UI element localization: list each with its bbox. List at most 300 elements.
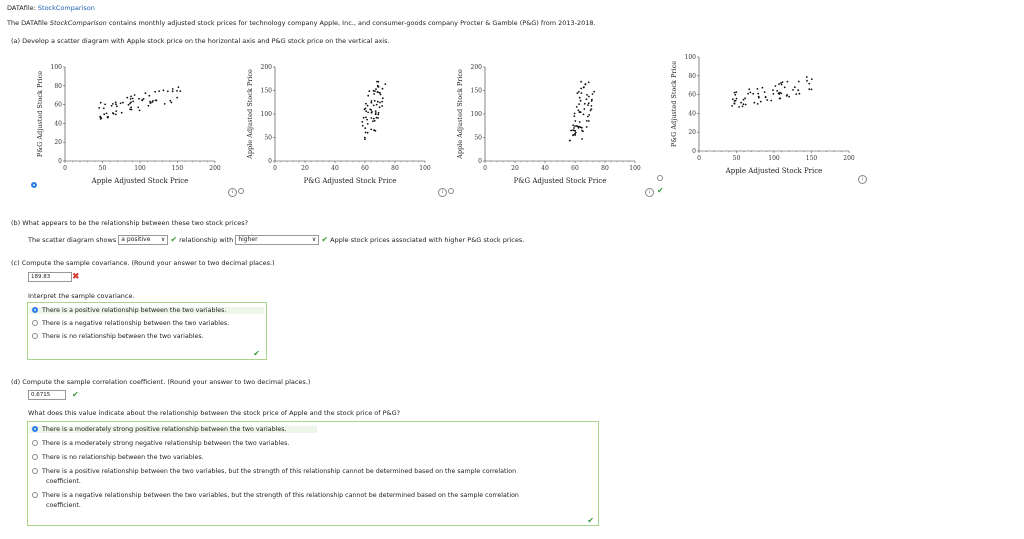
scatter-point bbox=[372, 120, 374, 122]
y-tick-label: 0 bbox=[478, 158, 482, 165]
scatter-point bbox=[573, 115, 575, 117]
scatter-point bbox=[382, 88, 384, 90]
scatter-point bbox=[757, 103, 759, 105]
datafile-prefix: DATAfile: bbox=[7, 4, 38, 12]
x-axis-label: Apple Adjusted Stock Price bbox=[91, 177, 189, 185]
scatter-chart-4 bbox=[664, 45, 869, 185]
info-icon[interactable]: i bbox=[438, 188, 447, 197]
check-icon: ✔ bbox=[657, 186, 664, 195]
scatter-point bbox=[776, 90, 778, 92]
option-label: There is a positive relationship between the two variables. bbox=[42, 307, 227, 314]
part-d-question: (d) Compute the sample correlation coefficient. (Round your answer to two decimal places.) bbox=[11, 378, 311, 386]
scatter-point bbox=[130, 107, 132, 109]
scatter-point bbox=[107, 116, 109, 118]
scatter-point bbox=[375, 113, 377, 115]
scatter-point bbox=[131, 109, 133, 111]
scatter-point bbox=[373, 129, 375, 131]
intro-file: StockComparison bbox=[49, 19, 107, 27]
scatter-point bbox=[130, 98, 132, 100]
scatter-point bbox=[376, 104, 378, 106]
scatter-point bbox=[811, 78, 813, 80]
scatter-point bbox=[380, 94, 382, 96]
scatter-point bbox=[115, 101, 117, 103]
y-tick-label: 50 bbox=[474, 134, 482, 142]
x-tick-label: 20 bbox=[511, 165, 519, 172]
chart-4-radio[interactable] bbox=[657, 175, 663, 181]
scatter-point bbox=[588, 120, 590, 122]
scatter-point bbox=[806, 76, 808, 78]
scatter-point bbox=[806, 80, 808, 82]
radio[interactable] bbox=[32, 454, 38, 460]
info-icon[interactable]: i bbox=[228, 188, 237, 197]
scatter-point bbox=[374, 120, 376, 122]
check-icon: ✔ bbox=[170, 235, 178, 244]
scatter-point bbox=[374, 100, 376, 102]
scatter-point bbox=[591, 100, 593, 102]
scatter-point bbox=[368, 90, 370, 92]
scatter-point bbox=[376, 117, 378, 119]
scatter-point bbox=[367, 105, 369, 107]
scatter-point bbox=[169, 100, 171, 102]
scatter-point bbox=[384, 83, 386, 85]
x-tick-label: 40 bbox=[541, 165, 549, 172]
radio-selected[interactable] bbox=[32, 426, 38, 432]
scatter-point bbox=[115, 114, 117, 116]
scatter-point bbox=[100, 102, 102, 104]
scatter-point bbox=[134, 94, 136, 96]
correlation-option-4-cont: coefficient. bbox=[46, 478, 81, 485]
scatter-point bbox=[378, 112, 380, 114]
scatter-point bbox=[171, 102, 173, 104]
option-label: There is a negative relationship between the two variables, but the strength of this relationship cannot be determined based on the sample correlation bbox=[42, 492, 519, 499]
scatter-point bbox=[588, 96, 590, 98]
scatter-point bbox=[115, 103, 117, 105]
scatter-point bbox=[365, 117, 367, 119]
part-b-answer-line bbox=[28, 235, 524, 245]
scatter-point bbox=[178, 86, 180, 88]
scatter-point bbox=[579, 97, 581, 99]
scatter-point bbox=[787, 81, 789, 83]
scatter-point bbox=[112, 112, 114, 114]
scatter-point bbox=[591, 105, 593, 107]
datafile-link[interactable]: StockComparison bbox=[37, 4, 95, 12]
covariance-option-3[interactable] bbox=[32, 333, 204, 340]
scatter-point bbox=[116, 105, 118, 107]
radio[interactable] bbox=[32, 492, 38, 498]
y-tick-label: 150 bbox=[470, 87, 482, 95]
scatter-point bbox=[367, 112, 369, 114]
correlation-option-3[interactable] bbox=[32, 454, 204, 461]
scatter-point bbox=[762, 87, 764, 89]
x-tick-label: 80 bbox=[601, 165, 609, 172]
scatter-point bbox=[734, 100, 736, 102]
scatter-point bbox=[792, 89, 794, 91]
scatter-point bbox=[128, 104, 130, 106]
scatter-point bbox=[734, 94, 736, 96]
scatter-point bbox=[150, 102, 152, 104]
scatter-point bbox=[112, 103, 114, 105]
scatter-point bbox=[367, 123, 369, 125]
scatter-point bbox=[580, 100, 582, 102]
scatter-point bbox=[374, 90, 376, 92]
scatter-point bbox=[364, 138, 366, 140]
chevron-down-icon: ∨ bbox=[311, 236, 317, 243]
y-tick-label: 200 bbox=[260, 64, 272, 71]
scatter-point bbox=[370, 117, 372, 119]
scatter-point bbox=[782, 81, 784, 83]
scatter-point bbox=[584, 108, 586, 110]
scatter-point bbox=[379, 106, 381, 108]
scatter-point bbox=[574, 133, 576, 135]
x-tick-label: 0 bbox=[273, 165, 277, 172]
scatter-point bbox=[379, 102, 381, 104]
scatter-point bbox=[797, 89, 799, 91]
scatter-point bbox=[583, 87, 585, 89]
y-tick-label: 20 bbox=[688, 129, 696, 137]
option-label: There is no relationship between the two variables. bbox=[42, 454, 204, 461]
y-tick-label: 40 bbox=[54, 120, 62, 128]
scatter-point bbox=[371, 102, 373, 104]
scatter-point bbox=[576, 106, 578, 108]
scatter-point bbox=[158, 90, 160, 92]
scatter-point bbox=[377, 114, 379, 116]
part-a-question: (a) Develop a scatter diagram with Apple stock price on the horizontal axis and P&G stock price on the vertical axis. bbox=[11, 37, 390, 45]
covariance-options-box bbox=[27, 302, 267, 360]
check-icon: ✔ bbox=[321, 235, 329, 244]
scatter-point bbox=[574, 113, 576, 115]
scatter-point bbox=[106, 113, 108, 115]
part-b-s3: Apple stock prices associated with higher P&G stock prices. bbox=[330, 236, 525, 244]
scatter-point bbox=[569, 140, 571, 142]
x-tick-label: 100 bbox=[134, 165, 146, 172]
scatter-point bbox=[115, 110, 117, 112]
scatter-point bbox=[137, 107, 139, 109]
x-tick-label: 40 bbox=[331, 165, 339, 172]
scatter-point bbox=[155, 100, 157, 102]
y-tick-label: 100 bbox=[470, 111, 482, 118]
scatter-point bbox=[363, 117, 365, 119]
info-icon[interactable]: i bbox=[645, 188, 654, 197]
scatter-point bbox=[138, 98, 140, 100]
correlation-input[interactable]: 0.6715 bbox=[28, 390, 66, 400]
scatter-point bbox=[765, 96, 767, 98]
scatter-point bbox=[740, 102, 742, 104]
scatter-point bbox=[734, 92, 736, 94]
scatter-point bbox=[758, 97, 760, 99]
scatter-point bbox=[103, 108, 105, 110]
scatter-point bbox=[578, 103, 580, 105]
scatter-point bbox=[764, 91, 766, 93]
scatter-point bbox=[576, 125, 578, 127]
scatter-point bbox=[788, 96, 790, 98]
scatter-point bbox=[373, 118, 375, 120]
check-icon: ✔ bbox=[253, 349, 260, 358]
radio[interactable] bbox=[32, 333, 38, 339]
scatter-point bbox=[371, 100, 373, 102]
relationship-dropdown[interactable] bbox=[118, 235, 168, 245]
scatter-point bbox=[591, 108, 593, 110]
scatter-point bbox=[381, 105, 383, 107]
scatter-point bbox=[738, 106, 740, 108]
scatter-point bbox=[580, 88, 582, 90]
scatter-point bbox=[772, 89, 774, 91]
scatter-point bbox=[593, 91, 595, 93]
scatter-point bbox=[808, 83, 810, 85]
scatter-point bbox=[760, 101, 762, 103]
scatter-point bbox=[172, 88, 174, 90]
cross-icon: ✖ bbox=[72, 272, 80, 282]
scatter-point bbox=[583, 114, 585, 116]
scatter-point bbox=[586, 120, 588, 122]
intro-text bbox=[7, 19, 596, 27]
scatter-point bbox=[172, 90, 174, 92]
x-tick-label: 100 bbox=[768, 155, 780, 162]
chevron-down-icon: ∨ bbox=[160, 236, 166, 243]
scatter-point bbox=[365, 110, 367, 112]
scatter-point bbox=[572, 129, 574, 131]
intro-p1: The DATAfile bbox=[7, 19, 50, 27]
scatter-point bbox=[770, 100, 772, 102]
scatter-point bbox=[167, 90, 169, 92]
info-icon[interactable]: i bbox=[858, 175, 867, 184]
scatter-point bbox=[778, 83, 780, 85]
y-tick-label: 150 bbox=[260, 87, 272, 95]
scatter-point bbox=[369, 109, 371, 111]
scatter-point bbox=[573, 127, 575, 129]
part-b-s2: relationship with bbox=[179, 236, 234, 244]
check-icon: ✔ bbox=[72, 390, 79, 399]
y-axis-label: Apple Adjusted Stock Price bbox=[246, 69, 254, 159]
scatter-point bbox=[581, 92, 583, 94]
scatter-point bbox=[98, 107, 100, 109]
scatter-point bbox=[743, 99, 745, 101]
correlation-option-4[interactable] bbox=[32, 468, 516, 475]
radio[interactable] bbox=[32, 440, 38, 446]
scatter-point bbox=[584, 84, 586, 86]
scatter-point bbox=[377, 91, 379, 93]
scatter-plot-3 bbox=[450, 55, 655, 195]
x-tick-label: 150 bbox=[171, 165, 184, 172]
chart-1-radio[interactable] bbox=[31, 182, 37, 188]
scatter-point bbox=[757, 88, 759, 90]
x-tick-label: 200 bbox=[843, 155, 855, 162]
scatter-point bbox=[100, 118, 102, 120]
scatter-plot-4 bbox=[664, 45, 869, 185]
scatter-point bbox=[584, 103, 586, 105]
part-b-question: (b) What appears to be the relationship between these two stock prices? bbox=[11, 219, 249, 227]
y-tick-label: 40 bbox=[688, 110, 696, 118]
y-tick-label: 100 bbox=[50, 64, 62, 71]
chart-3-radio[interactable] bbox=[448, 188, 454, 194]
intro-p3: contains monthly adjusted stock prices for technology company Apple, Inc., and consumer-goods company Procter & Gamble (P&G) from 2013-2018. bbox=[106, 19, 596, 27]
scatter-point bbox=[382, 97, 384, 99]
scatter-point bbox=[742, 106, 744, 108]
x-tick-label: 100 bbox=[629, 165, 641, 172]
correlation-options-box bbox=[27, 421, 599, 526]
y-axis-label: P&G Adjusted Stock Price bbox=[36, 70, 44, 158]
option-label: There is no relationship between the two variables. bbox=[42, 333, 204, 340]
covariance-option-1[interactable] bbox=[29, 307, 264, 314]
scatter-point bbox=[120, 102, 122, 104]
y-axis-label: P&G Adjusted Stock Price bbox=[670, 60, 678, 148]
scatter-point bbox=[145, 92, 147, 94]
check-icon: ✔ bbox=[587, 516, 594, 525]
scatter-point bbox=[578, 126, 580, 128]
scatter-point bbox=[750, 92, 752, 94]
dropdown-value: higher bbox=[238, 236, 258, 243]
scatter-point bbox=[130, 96, 132, 98]
x-tick-label: 150 bbox=[805, 155, 818, 162]
scatter-point bbox=[176, 90, 178, 92]
scatter-point bbox=[365, 108, 367, 110]
scatter-point bbox=[754, 102, 756, 104]
chart-2-radio[interactable] bbox=[238, 188, 244, 194]
scatter-point bbox=[111, 105, 113, 107]
scatter-point bbox=[766, 99, 768, 101]
scatter-point bbox=[732, 98, 734, 100]
scatter-point bbox=[126, 97, 128, 99]
x-axis-label: Apple Adjusted Stock Price bbox=[725, 167, 823, 175]
scatter-point bbox=[588, 102, 590, 104]
scatter-point bbox=[735, 91, 737, 93]
scatter-point bbox=[588, 114, 590, 116]
scatter-point bbox=[152, 100, 154, 102]
x-tick-label: 0 bbox=[63, 165, 67, 172]
radio-selected[interactable] bbox=[32, 307, 38, 313]
scatter-plot-2 bbox=[240, 55, 445, 195]
option-label: There is a negative relationship between the two variables. bbox=[42, 320, 230, 327]
scatter-point bbox=[733, 102, 735, 104]
y-axis-label: Apple Adjusted Stock Price bbox=[456, 69, 464, 159]
scatter-point bbox=[779, 98, 781, 100]
part-b-s1: The scatter diagram shows bbox=[28, 236, 117, 244]
scatter-point bbox=[103, 113, 105, 115]
scatter-point bbox=[163, 89, 165, 91]
scatter-point bbox=[587, 116, 589, 118]
scatter-point bbox=[773, 93, 775, 95]
x-axis-label: P&G Adjusted Stock Price bbox=[303, 177, 397, 185]
y-tick-label: 100 bbox=[260, 111, 272, 118]
scatter-point bbox=[375, 88, 377, 90]
scatter-point bbox=[573, 134, 575, 136]
scatter-point bbox=[736, 98, 738, 100]
part-d-interpret: What does this value indicate about the relationship between the stock price of Apple and the stock price of P&G? bbox=[28, 409, 401, 417]
scatter-point bbox=[808, 88, 810, 90]
scatter-point bbox=[747, 93, 749, 95]
scatter-point bbox=[798, 81, 800, 83]
scatter-point bbox=[784, 86, 786, 88]
covariance-option-2[interactable] bbox=[32, 320, 229, 327]
scatter-point bbox=[574, 125, 576, 127]
scatter-point bbox=[99, 116, 101, 118]
datafile-header bbox=[7, 4, 95, 12]
scatter-point bbox=[378, 86, 380, 88]
scatter-point bbox=[780, 82, 782, 84]
scatter-point bbox=[745, 104, 747, 106]
scatter-point bbox=[778, 92, 780, 94]
scatter-point bbox=[362, 125, 364, 127]
scatter-point bbox=[576, 92, 578, 94]
scatter-point bbox=[139, 110, 141, 112]
x-tick-label: 60 bbox=[361, 165, 369, 172]
scatter-point bbox=[586, 94, 588, 96]
y-tick-label: 0 bbox=[692, 148, 696, 155]
scatter-point bbox=[578, 91, 580, 93]
scatter-point bbox=[367, 95, 369, 97]
radio[interactable] bbox=[32, 320, 38, 326]
scatter-point bbox=[743, 103, 745, 105]
scatter-point bbox=[364, 127, 366, 129]
scatter-point bbox=[176, 97, 178, 99]
scatter-point bbox=[731, 105, 733, 107]
correlation-option-5-cont: coefficient. bbox=[46, 502, 81, 509]
y-tick-label: 60 bbox=[688, 91, 696, 99]
scatter-point bbox=[799, 93, 801, 95]
scatter-point bbox=[365, 132, 367, 134]
y-tick-label: 0 bbox=[58, 158, 62, 165]
x-tick-label: 20 bbox=[301, 165, 309, 172]
direction-dropdown[interactable] bbox=[235, 235, 319, 245]
scatter-point bbox=[370, 129, 372, 131]
scatter-chart-3 bbox=[450, 55, 655, 195]
scatter-point bbox=[586, 126, 588, 128]
part-c-interpret: Interpret the sample covariance. bbox=[28, 292, 135, 300]
y-tick-label: 60 bbox=[54, 101, 62, 109]
scatter-point bbox=[375, 110, 377, 112]
y-tick-label: 200 bbox=[470, 64, 482, 71]
scatter-chart-1 bbox=[30, 55, 235, 195]
scatter-point bbox=[592, 93, 594, 95]
scatter-point bbox=[141, 100, 143, 102]
scatter-point bbox=[148, 105, 150, 107]
y-tick-label: 50 bbox=[264, 134, 272, 142]
radio[interactable] bbox=[32, 468, 38, 474]
scatter-point bbox=[587, 104, 589, 106]
scatter-point bbox=[574, 120, 576, 122]
scatter-point bbox=[579, 111, 581, 113]
scatter-point bbox=[148, 95, 150, 97]
scatter-point bbox=[581, 138, 583, 140]
x-tick-label: 80 bbox=[391, 165, 399, 172]
y-tick-label: 0 bbox=[268, 158, 272, 165]
scatter-point bbox=[570, 130, 572, 132]
scatter-point bbox=[121, 112, 123, 114]
scatter-point bbox=[748, 88, 750, 90]
scatter-point bbox=[365, 103, 367, 105]
scatter-point bbox=[580, 81, 582, 83]
scatter-point bbox=[579, 121, 581, 123]
covariance-input[interactable]: 189.83 bbox=[28, 272, 72, 282]
scatter-point bbox=[744, 97, 746, 99]
dropdown-value: a positive bbox=[121, 236, 151, 243]
correlation-option-5[interactable] bbox=[32, 492, 519, 499]
scatter-point bbox=[775, 85, 777, 87]
x-tick-label: 200 bbox=[209, 165, 221, 172]
scatter-point bbox=[364, 137, 366, 139]
scatter-plot-1 bbox=[30, 55, 235, 195]
x-tick-label: 50 bbox=[98, 165, 107, 172]
correlation-option-1[interactable] bbox=[29, 426, 317, 433]
scatter-point bbox=[786, 94, 788, 96]
option-label: There is a moderately strong positive relationship between the two variables. bbox=[42, 426, 287, 433]
scatter-point bbox=[377, 101, 379, 103]
scatter-point bbox=[580, 126, 582, 128]
option-label: There is a moderately strong negative relationship between the two variables. bbox=[42, 440, 290, 447]
scatter-point bbox=[578, 109, 580, 111]
scatter-point bbox=[122, 102, 124, 104]
scatter-point bbox=[572, 124, 574, 126]
correlation-option-2[interactable] bbox=[32, 440, 289, 447]
